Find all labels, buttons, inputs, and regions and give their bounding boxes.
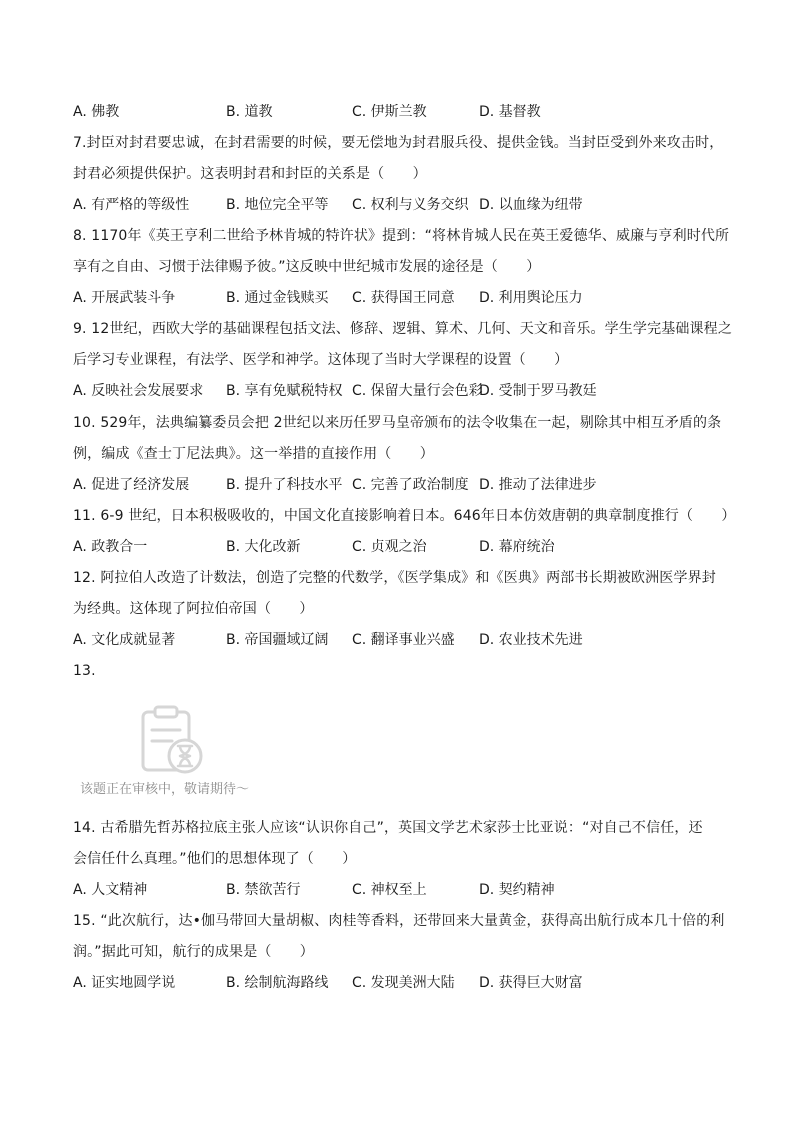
q8-option-b[interactable]: B. 通过金钱赎买 [226,290,329,306]
q7-stem-2: 封君必须提供保护。这表明封君和封臣的关系是（ ） [73,166,427,182]
clipboard-hourglass-icon [139,704,209,778]
q11-stem-1: 11. 6-9 世纪，日本积极吸收的，中国文化直接影响着日本。646年日本仿效唐朝的典章制度推行（ ） [73,508,736,524]
q10-option-c[interactable]: C. 完善了政治制度 [352,477,469,493]
q9-stem-1: 9. 12世纪，西欧大学的基础课程包括文法、修辞、逻辑、算术、几何、天文和音乐。学生学完基础课程之 [73,321,732,337]
q11-option-c[interactable]: C. 贞观之治 [352,539,427,555]
q13-stem-1: 13. [73,663,96,679]
q8-option-d[interactable]: D. 利用舆论压力 [479,290,583,306]
q15-option-d[interactable]: D. 获得巨大财富 [479,975,583,991]
q7-option-c[interactable]: C. 权利与义务交织 [352,197,469,213]
q9-stem-2: 后学习专业课程，有法学、医学和神学。这体现了当时大学课程的设置（ ） [73,352,569,368]
q12-option-c[interactable]: C. 翻译事业兴盛 [352,632,455,648]
q7-stem-1: 7.封臣对封君要忠诚，在封君需要的时候，要无偿地为封君服兵役、提供金钱。当封臣受到外来攻击时， [73,135,724,151]
q12-option-a[interactable]: A. 文化成就显著 [73,632,176,648]
q12-option-b[interactable]: B. 帝国疆域辽阔 [226,632,329,648]
q14-stem-2: 会信任什么真理。”他们的思想体现了（ ） [73,851,357,867]
q10-option-b[interactable]: B. 提升了科技水平 [226,477,343,493]
q15-stem-2: 润。”据此可知，航行的成果是（ ） [73,944,314,960]
q9-option-c[interactable]: C. 保留大量行会色彩 [352,383,483,399]
q7-option-a[interactable]: A. 有严格的等级性 [73,197,190,213]
q7-option-d[interactable]: D. 以血缘为纽带 [479,197,583,213]
q11-option-b[interactable]: B. 大化改新 [226,539,301,555]
q8-option-c[interactable]: C. 获得国王同意 [352,290,455,306]
q8-stem-1: 8. 1170年《英王亨利二世给予林肯城的特许状》提到：“将林肯城人民在英王爱德华、威廉与亨利时代所 [73,228,730,244]
q6-option-a[interactable]: A. 佛教 [73,104,120,120]
review-pending-message: 该题正在审核中，敬请期待～ [80,782,250,797]
q14-option-c[interactable]: C. 神权至上 [352,882,427,898]
q11-option-a[interactable]: A. 政教合一 [73,539,148,555]
q9-option-d[interactable]: D. 受制于罗马教廷 [479,383,597,399]
q6-option-c[interactable]: C. 伊斯兰教 [352,104,427,120]
q12-stem-2: 为经典。这体现了阿拉伯帝国（ ） [73,601,314,617]
q15-stem-1: 15. “此次航行，达•伽马带回大量胡椒、肉桂等香料，还带回来大量黄金，获得高出航行成本几十倍的利 [73,913,725,929]
q10-option-a[interactable]: A. 促进了经济发展 [73,477,190,493]
q7-option-b[interactable]: B. 地位完全平等 [226,197,329,213]
q14-option-a[interactable]: A. 人文精神 [73,882,148,898]
q8-stem-2: 享有之自由、习惯于法律赐予彼。”这反映中世纪城市发展的途径是（ ） [73,259,541,275]
q6-option-b[interactable]: B. 道教 [226,104,273,120]
q6-option-d[interactable]: D. 基督教 [479,104,541,120]
q10-option-d[interactable]: D. 推动了法律进步 [479,477,597,493]
q14-option-b[interactable]: B. 禁欲苦行 [226,882,301,898]
q10-stem-1: 10. 529年，法典编纂委员会把 2世纪以来历任罗马皇帝颁布的法令收集在一起，剔除其中相互矛盾的条 [73,415,722,431]
q14-stem-1: 14. 古希腊先哲苏格拉底主张人应该“认识你自己”，英国文学艺术家莎士比亚说：“对自己不信任，还 [73,820,703,836]
q12-option-d[interactable]: D. 农业技术先进 [479,632,583,648]
q15-option-b[interactable]: B. 绘制航海路线 [226,975,329,991]
q14-option-d[interactable]: D. 契约精神 [479,882,555,898]
q8-option-a[interactable]: A. 开展武装斗争 [73,290,176,306]
q10-stem-2: 例，编成《查士丁尼法典》。这一举措的直接作用（ ） [73,446,434,462]
q12-stem-1: 12. 阿拉伯人改造了计数法，创造了完整的代数学，《医学集成》和《医典》两部书长期被欧洲医学界封 [73,570,716,586]
question-13-placeholder [73,700,273,810]
q15-option-c[interactable]: C. 发现美洲大陆 [352,975,455,991]
q9-option-b[interactable]: B. 享有免赋税特权 [226,383,343,399]
q15-option-a[interactable]: A. 证实地圆学说 [73,975,176,991]
q11-option-d[interactable]: D. 幕府统治 [479,539,555,555]
q9-option-a[interactable]: A. 反映社会发展要求 [73,383,204,399]
